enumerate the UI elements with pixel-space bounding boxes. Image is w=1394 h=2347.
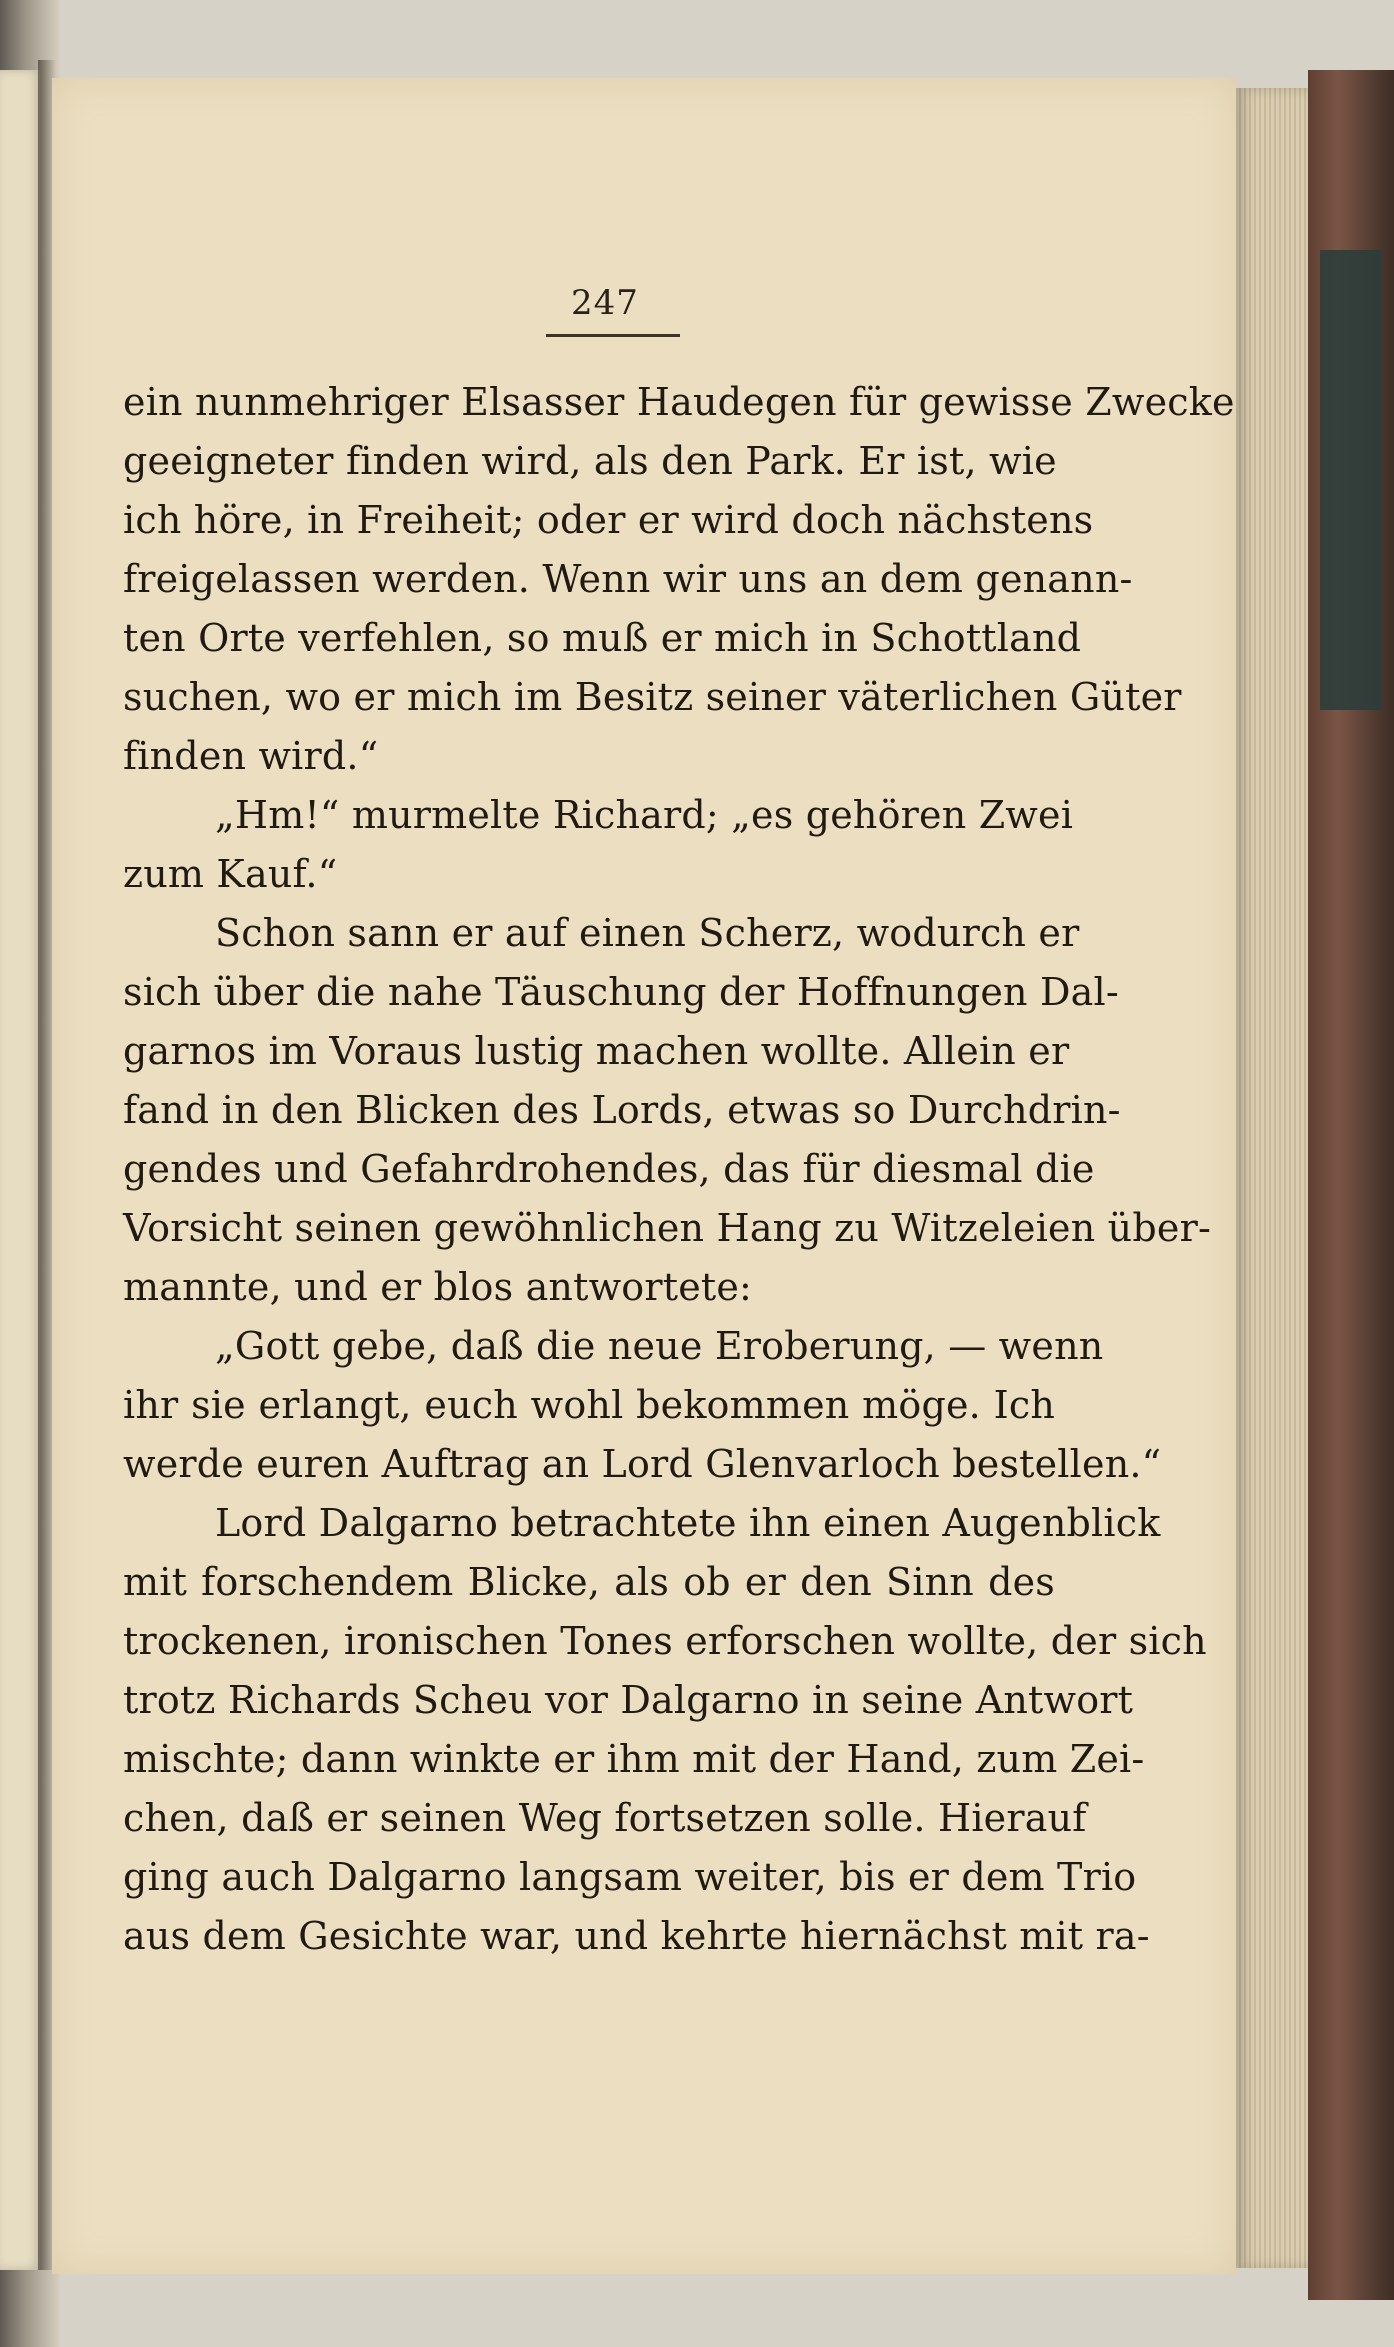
text-line: suchen, wo er mich im Besitz seiner väterlichen Güter xyxy=(123,675,1182,719)
text-line: aus dem Gesichte war, und kehrte hiernächst mit ra- xyxy=(123,1914,1150,1958)
text-line: gendes und Gefahrdrohendes, das für diesmal die xyxy=(123,1147,1095,1191)
text-line: ein nunmehriger Elsasser Haudegen für gewisse Zwecke xyxy=(123,380,1235,424)
text-line: garnos im Voraus lustig machen wollte. Allein er xyxy=(123,1029,1070,1073)
text-line: freigelassen werden. Wenn wir uns an dem genann- xyxy=(123,557,1133,601)
text-line: „Hm!“ murmelte Richard; „es gehören Zwei xyxy=(215,793,1074,837)
page-text xyxy=(123,373,1235,1966)
page-number-rule xyxy=(546,334,680,337)
text-line: werde euren Auftrag an Lord Glenvarloch bestellen.“ xyxy=(123,1442,1162,1486)
text-line: trockenen, ironischen Tones erforschen wollte, der sich xyxy=(123,1619,1207,1663)
text-line: zum Kauf.“ xyxy=(123,852,338,896)
text-line: fand in den Blicken des Lords, etwas so Durchdrin- xyxy=(123,1088,1121,1132)
page-number: 247 xyxy=(571,283,639,323)
text-line: trotz Richards Scheu vor Dalgarno in seine Antwort xyxy=(123,1678,1134,1722)
text-line: ich höre, in Freiheit; oder er wird doch nächstens xyxy=(123,498,1094,542)
text-line: Vorsicht seinen gewöhnlichen Hang zu Witzeleien über- xyxy=(123,1206,1211,1250)
book-cover-right xyxy=(1308,70,1394,2300)
text-line: Lord Dalgarno betrachtete ihn einen Augenblick xyxy=(215,1501,1161,1545)
text-line: geeigneter finden wird, als den Park. Er ist, wie xyxy=(123,439,1057,483)
text-line: chen, daß er seinen Weg fortsetzen solle. Hierauf xyxy=(123,1796,1087,1840)
text-line: mischte; dann winkte er ihm mit der Hand, zum Zei- xyxy=(123,1737,1145,1781)
text-line: finden wird.“ xyxy=(123,734,379,778)
text-line: ging auch Dalgarno langsam weiter, bis er dem Trio xyxy=(123,1855,1137,1899)
text-line: „Gott gebe, daß die neue Eroberung, — wenn xyxy=(215,1324,1104,1368)
text-line: ihr sie erlangt, euch wohl bekommen möge. Ich xyxy=(123,1383,1055,1427)
text-line: sich über die nahe Täuschung der Hoffnungen Dal- xyxy=(123,970,1119,1014)
text-line: Schon sann er auf einen Scherz, wodurch er xyxy=(215,911,1080,955)
text-line: mit forschendem Blicke, als ob er den Sinn des xyxy=(123,1560,1055,1604)
text-line: mannte, und er blos antwortete: xyxy=(123,1265,753,1309)
page-edges xyxy=(1236,88,1308,2268)
text-line: ten Orte verfehlen, so muß er mich in Schottland xyxy=(123,616,1082,660)
left-page-sliver xyxy=(0,70,40,2270)
